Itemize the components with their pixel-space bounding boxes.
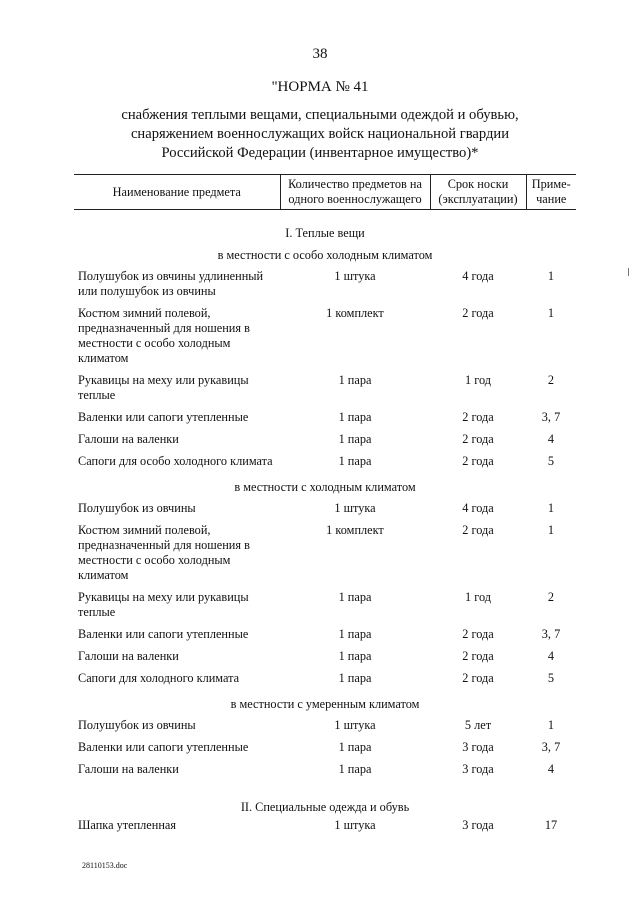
subtitle-line: снаряжением военнослужащих войск национальной гвардии xyxy=(130,126,510,142)
item-term: 3 года xyxy=(462,762,494,776)
table-body xyxy=(74,210,576,841)
section-heading: I. Теплые вещи xyxy=(285,226,365,240)
item-term: 2 года xyxy=(462,671,494,685)
item-name: Валенки или сапоги утепленные xyxy=(78,627,249,641)
table-row xyxy=(74,454,576,476)
item-term: 4 года xyxy=(462,269,494,283)
item-term: 2 года xyxy=(462,306,494,320)
item-note: 3, 7 xyxy=(541,740,561,754)
item-name: Сапоги для особо холодного климата xyxy=(78,454,273,468)
item-quantity: 1 штука xyxy=(334,269,376,283)
climate-group-row xyxy=(74,476,576,501)
item-quantity: 1 комплект xyxy=(326,523,384,537)
page-number: 38 xyxy=(312,46,328,62)
climate-group-heading: в местности с холодным климатом xyxy=(234,480,416,494)
item-term: 2 года xyxy=(462,432,494,446)
item-name: Валенки или сапоги утепленные xyxy=(78,740,249,754)
norm-subtitle xyxy=(60,106,580,163)
item-quantity: 1 пара xyxy=(338,671,372,685)
item-quantity: 1 пара xyxy=(338,649,372,663)
item-name: Полушубок из овчины xyxy=(78,501,196,515)
item-quantity: 1 пара xyxy=(338,627,372,641)
header-name: Наименование предмета xyxy=(74,175,280,210)
table-row xyxy=(74,671,576,693)
table-row xyxy=(74,501,576,523)
item-name: Галоши на валенки xyxy=(78,762,179,776)
item-term: 2 года xyxy=(462,627,494,641)
item-note: 1 xyxy=(547,523,555,537)
item-term: 4 года xyxy=(462,501,494,515)
climate-group-heading: в местности с особо холодным климатом xyxy=(217,248,433,262)
item-term: 2 года xyxy=(462,523,494,537)
table-row xyxy=(74,740,576,762)
section-heading-row xyxy=(74,784,576,818)
table-row xyxy=(74,432,576,454)
item-name: Полушубок из овчины xyxy=(78,718,196,732)
norm-title: "НОРМА № 41 xyxy=(271,79,369,95)
climate-group-heading: в местности с умеренным климатом xyxy=(230,697,420,711)
subtitle-line: Российской Федерации (инвентарное имущество)* xyxy=(161,145,479,161)
item-note: 5 xyxy=(547,454,555,468)
table-row xyxy=(74,590,576,627)
header-note: Приме-чание xyxy=(526,175,576,210)
item-name: Полушубок из овчины удлиненный или полушубок из овчины xyxy=(78,269,264,298)
table-header xyxy=(74,175,576,210)
subtitle-line: снабжения теплыми вещами, специальными одеждой и обувью, xyxy=(121,107,519,123)
item-quantity: 1 пара xyxy=(338,740,372,754)
item-name: Костюм зимний полевой, предназначенный для ношения в местности с особо холодным климатом xyxy=(78,306,250,365)
item-name: Костюм зимний полевой, предназначенный для ношения в местности с особо холодным климатом xyxy=(78,523,250,582)
item-name: Рукавицы на меху или рукавицы теплые xyxy=(78,590,249,619)
item-note: 1 xyxy=(547,306,555,320)
file-footer: 28110153.doc xyxy=(82,861,128,870)
norm-table xyxy=(74,174,576,840)
table-row xyxy=(74,269,576,306)
table-row xyxy=(74,306,576,373)
item-quantity: 1 пара xyxy=(338,410,372,424)
item-term: 1 год xyxy=(464,590,491,604)
item-term: 5 лет xyxy=(464,718,492,732)
item-quantity: 1 пара xyxy=(338,373,372,387)
item-term: 2 года xyxy=(462,454,494,468)
table-row xyxy=(74,523,576,590)
item-note: 4 xyxy=(547,649,555,663)
climate-group-row xyxy=(74,244,576,269)
section-heading: II. Специальные одежда и обувь xyxy=(240,800,410,814)
table-row xyxy=(74,410,576,432)
item-quantity: 1 штука xyxy=(334,718,376,732)
header-term: Срок носки (эксплуатации) xyxy=(430,175,526,210)
item-name: Галоши на валенки xyxy=(78,649,179,663)
item-term: 2 года xyxy=(462,410,494,424)
item-term: 2 года xyxy=(462,649,494,663)
item-quantity: 1 штука xyxy=(334,818,376,832)
item-note: 1 xyxy=(547,718,555,732)
margin-mark xyxy=(628,268,629,276)
item-note: 4 xyxy=(547,762,555,776)
item-note: 2 xyxy=(547,590,555,604)
table-row xyxy=(74,649,576,671)
item-note: 3, 7 xyxy=(541,627,561,641)
item-term: 1 год xyxy=(464,373,491,387)
item-term: 3 года xyxy=(462,740,494,754)
item-note: 1 xyxy=(547,501,555,515)
header-quantity: Количество предметов на одного военнослужащего xyxy=(280,175,430,210)
item-note: 4 xyxy=(547,432,555,446)
item-name: Галоши на валенки xyxy=(78,432,179,446)
table-row xyxy=(74,762,576,784)
item-name: Сапоги для холодного климата xyxy=(78,671,240,685)
item-note: 5 xyxy=(547,671,555,685)
item-name: Рукавицы на меху или рукавицы теплые xyxy=(78,373,249,402)
item-name: Шапка утепленная xyxy=(78,818,177,832)
item-note: 1 xyxy=(547,269,555,283)
item-quantity: 1 пара xyxy=(338,762,372,776)
table-row xyxy=(74,627,576,649)
item-quantity: 1 пара xyxy=(338,590,372,604)
item-quantity: 1 комплект xyxy=(326,306,384,320)
item-note: 17 xyxy=(544,818,558,832)
item-quantity: 1 пара xyxy=(338,432,372,446)
item-note: 2 xyxy=(547,373,555,387)
item-name: Валенки или сапоги утепленные xyxy=(78,410,249,424)
item-quantity: 1 штука xyxy=(334,501,376,515)
section-heading-row xyxy=(74,210,576,245)
table-row xyxy=(74,818,576,840)
item-quantity: 1 пара xyxy=(338,454,372,468)
item-term: 3 года xyxy=(462,818,494,832)
item-note: 3, 7 xyxy=(541,410,561,424)
table-row xyxy=(74,373,576,410)
climate-group-row xyxy=(74,693,576,718)
table-row xyxy=(74,718,576,740)
